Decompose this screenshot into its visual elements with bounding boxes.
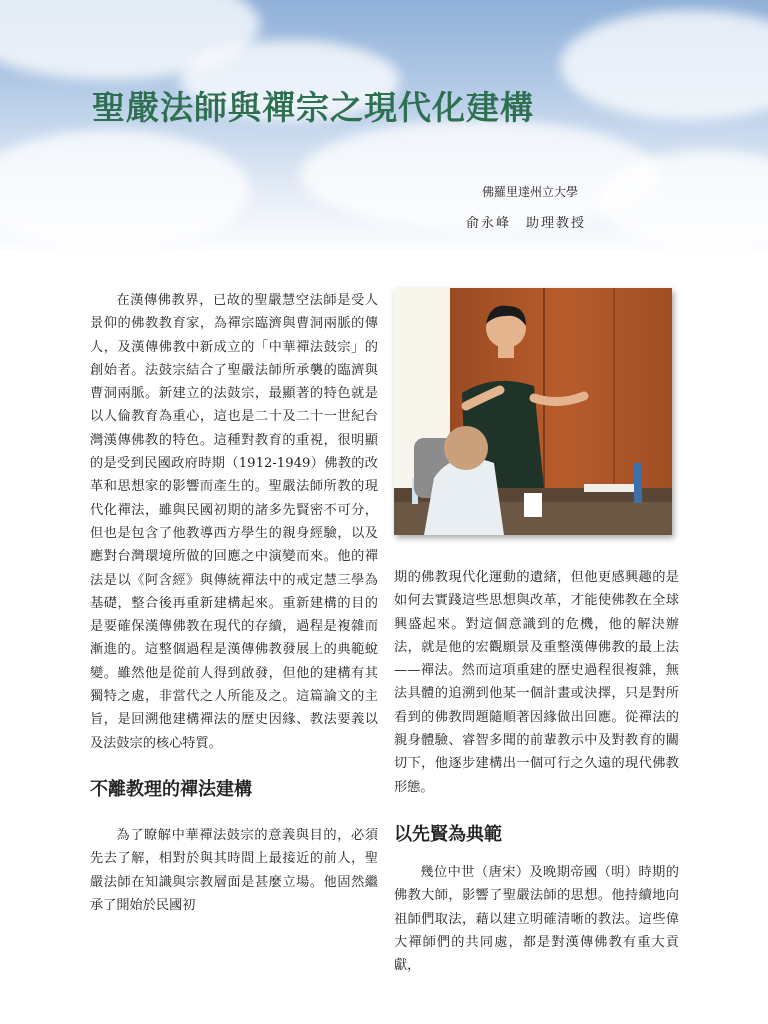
body-paragraph: 在漢傳佛教界，已故的聖嚴慧空法師是受人景仰的佛教教育家，為禪宗臨濟與曹洞兩脈的傳人，及漢傳佛教中新成立的「中華禪法鼓宗」的創始者。法鼓宗結合了聖嚴法師所承襲的臨濟與曹洞兩脈。新建立的法鼓宗，最顯著的特色就是以人倫教育為重心，這也是二十及二十一世紀台灣漢傳佛教的特色。這種對教育的重視，很明顯的是受到民國政府時期（1912-1949）佛教的改革和思想家的影響而產生的。聖嚴法師所教的現代化禪法，雖與民國初期的諸多先賢密不可分，但也是包含了他教導西方學生的親身經驗，以及應對台灣環境所做的回應之中演變而來。他的禪法是以《阿含經》與傳統禪法中的戒定慧三學為基礎，整合後再重新建構起來。重新建構的目的是要確保漢傳佛教在現代的存續，過程是複雜而漸進的。這整個過程是漢傳佛教發展上的典範蛻變。雖然他是從前人得到啟發，但他的建構有其獨特之處，非當代之人所能及之。這篇論文的主旨，是回溯他建構禪法的歷史因緣、教法要義以及法鼓宗的核心特質。	[90, 293, 378, 751]
author-affiliation: 佛羅里達州立大學	[481, 185, 578, 199]
sky-banner	[0, 0, 768, 260]
section-heading: 以先賢為典範	[394, 823, 502, 845]
right-column	[394, 566, 679, 977]
lecture-photo	[394, 288, 672, 535]
left-column	[90, 289, 378, 917]
photo-lecturer-icon	[394, 288, 672, 535]
section-heading: 不離教理的禪法建構	[90, 778, 252, 800]
body-paragraph: 幾位中世（唐宋）及晚期帝國（明）時期的佛教大師，影響了聖嚴法師的思想。他持續地向祖師們取法，藉以建立明確清晰的教法。這些偉大禪師們的共同處，都是對漢傳佛教有重大貢獻，	[394, 864, 679, 974]
article-title: 聖嚴法師與禪宗之現代化建構	[92, 88, 534, 127]
body-paragraph: 期的佛教現代化運動的遺緒，但他更感興趣的是如何去實踐這些思想與改革，才能使佛教在全球興盛起來。對這個意識到的危機，他的解決辦法，就是他的宏觀願景及重整漢傳佛教的最上法——禪法。然而這項重建的歷史過程很複雜，無法具體的追溯到他某一個計畫或決擇，只是對所看到的佛教問題隨順著因緣做出回應。從禪法的親身體驗、睿智多聞的前輩教示中及對教育的關切下，他逐步建構出一個可行之久遠的現代佛教形態。	[394, 570, 679, 795]
author-name: 俞永峰 助理教授	[465, 216, 586, 231]
body-paragraph: 為了瞭解中華禪法鼓宗的意義與目的，必須先去了解，相對於與其時間上最接近的前人，聖嚴法師在知識與宗教層面是甚麼立場。他固然繼承了開始於民國初	[90, 827, 378, 913]
